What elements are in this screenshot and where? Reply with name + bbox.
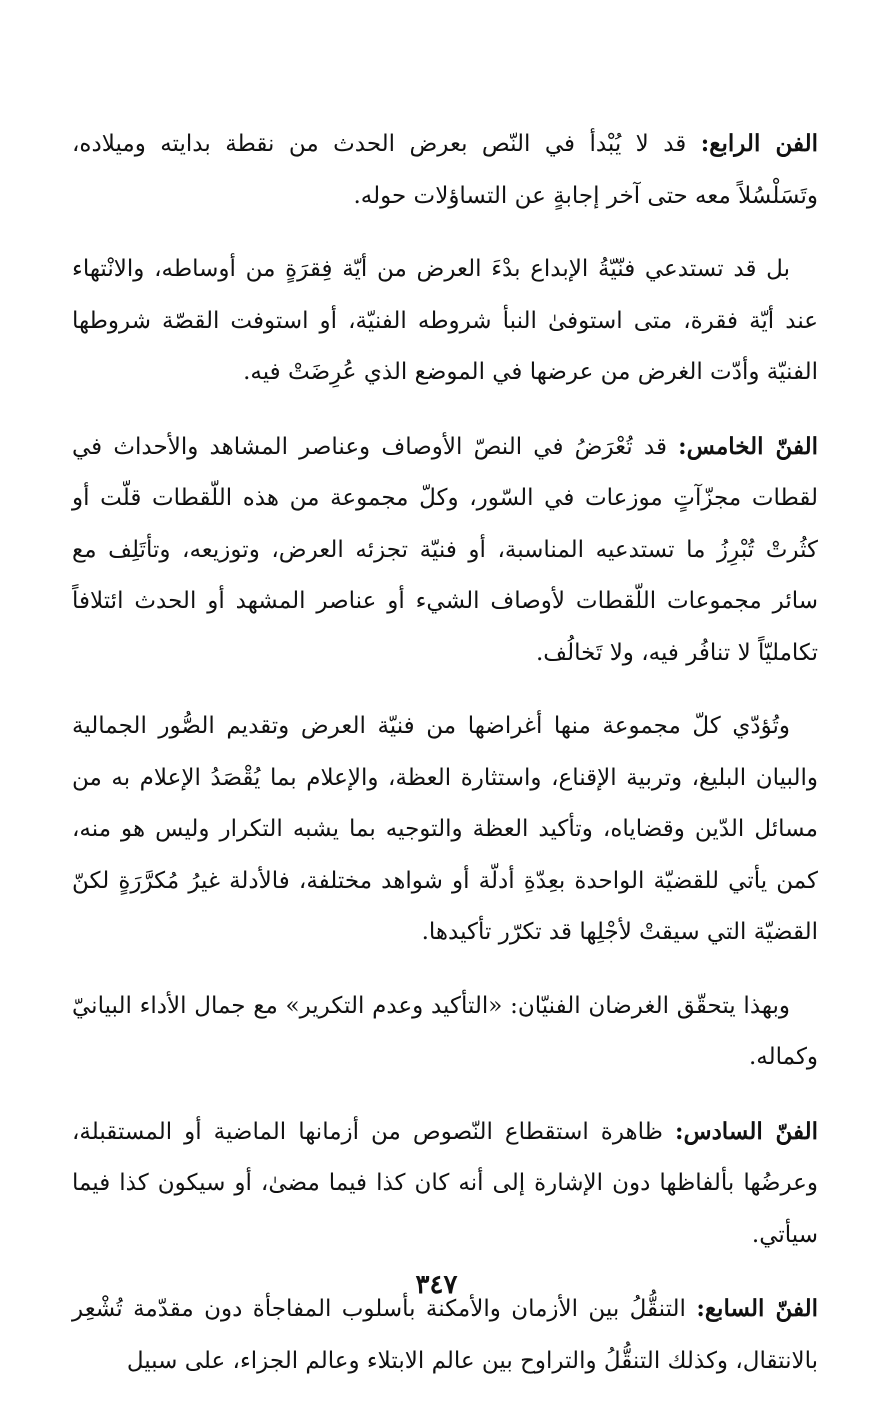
paragraph-art-five (72, 421, 818, 680)
paragraph-text: التنقُّلُ بين الأزمان والأمكنة بأسلوب المفاجأة دون مقدّمة تُشْعِر بالانتقال، وكذلك التنقُّلُ والتراوح بين عالم الابتلاء وعالم الجزاء، على سبيل (72, 1296, 818, 1374)
paragraph-text: وتُؤدّي كلّ مجموعة منها أغراضها من فنيّة العرض وتقديم الصُّور الجمالية والبيان البليغ، وتربية الإقناع، واستثارة العظة، والإعلام بما يُقْصَدُ الإعلام به من مسائل الدّين وقضاياه، وتأكيد العظة والتوجيه بما يشبه التكرار وليس هو منه، كمن يأتي للقضيّة الواحدة بعِدّةِ أدلّة أو شواهد مختلفة، فالأدلة غيرُ مُكرَّرَةٍ لكنّ القضيّة التي سيقتْ لأجْلِها قد تكرّر تأكيدها. (72, 713, 818, 945)
paragraph-heading: الفنّ السابع: (696, 1295, 818, 1322)
page-number: ٣٤٧ (415, 1270, 458, 1300)
page-body (72, 118, 818, 1409)
paragraph-text: قد تُعْرَضُ في النصّ الأوصاف وعناصر المشاهد والأحداث في لقطات مجزّآتٍ موزعات في السّور، وكلّ مجموعة من هذه اللّقطات قلّت أو كثُرتْ تُبْرِزُ ما تستدعيه المناسبة، أو فنيّة تجزئه العرض، وتوزيعه، وتأتَلِف مع سائر مجموعات اللّقطات لأوصاف الشيء أو عناصر المشهد أو الحدث ائتلافاً تكامليّاً لا تنافُر فيه، ولا تَخالُف. (72, 433, 818, 666)
paragraph-heading: الفن الرابع: (700, 130, 818, 157)
paragraph-two-aims (72, 981, 818, 1084)
paragraph-text: قد لا يُبْدأ في النّص بعرض الحدث من نقطة بدايته وميلاده، وتَسَلْسُلاً معه حتى آخر إجابةٍ عن التساؤلات حوله. (72, 131, 818, 209)
paragraph-art-four (72, 118, 818, 222)
paragraph-art-six (72, 1106, 818, 1262)
paragraph-heading: الفنّ الخامس: (678, 432, 818, 460)
paragraph-group-purposes (72, 701, 818, 959)
paragraph-text: وبهذا يتحقّق الغرضان الفنيّان: «التأكيد وعدم التكرير» مع جمال الأداء البيانيّ وكماله. (72, 992, 818, 1070)
paragraph-heading: الفنّ السادس: (675, 1117, 818, 1145)
paragraph-text: بل قد تستدعي فنّيّةُ الإبداع بدْءَ العرض من أيّة فِقرَةٍ من أوساطه، والانْتهاء عند أيّة فقرة، متى استوفىٰ النبأ شروطه الفنيّة، أو استوفت القصّة شروطها الفنيّة وأدّت الغرض من عرضها في الموضع الذي عُرِضَتْ فيه. (72, 256, 818, 385)
paragraph-text: ظاهرة استقطاع النّصوص من أزمانها الماضية أو المستقبلة، وعرضُها بألفاظها دون الإشارة إلى أنه كان كذا فيما مضىٰ، أو سيكون كذا فيما سيأتي. (72, 1118, 818, 1248)
paragraph-creative-start (72, 244, 818, 399)
